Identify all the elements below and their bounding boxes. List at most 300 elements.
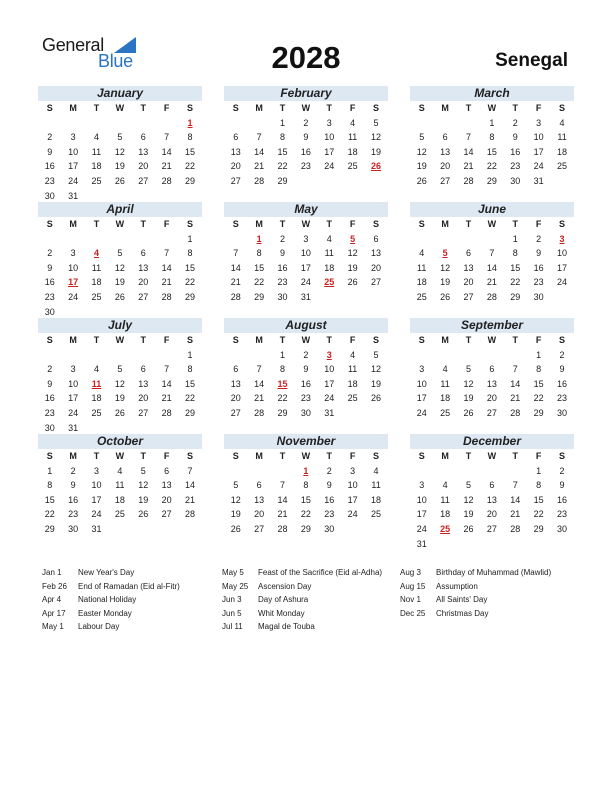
day-cell [410,348,433,363]
day-cell: 9 [326,480,332,491]
day-cell: 23 [44,175,55,186]
holiday-entry [222,580,382,594]
day-cell: 21 [161,393,172,404]
weekday-label: M [255,103,263,113]
holiday-day-cell: 1 [187,117,193,128]
day-cell [433,348,456,363]
month-june [410,202,574,305]
holiday-entry [222,620,382,634]
day-cell: 4 [117,465,123,476]
day-cell [480,348,503,363]
weekday-label: F [349,219,356,229]
holiday-entry [42,607,180,621]
day-cell: 13 [230,146,241,157]
day-cell: 30 [68,523,79,534]
day-cell: 5 [140,465,146,476]
day-cell: 14 [254,146,265,157]
day-cell [294,174,317,189]
day-cell: 20 [138,393,149,404]
day-cell [61,116,84,131]
day-cell [410,464,433,479]
weekday-label: T [279,335,286,345]
weekday-label: T [140,335,146,345]
day-cell [247,348,270,363]
day-cell: 27 [138,407,149,418]
day-cell: 14 [254,378,265,389]
weekday-label: M [441,219,449,229]
day-cell: 2 [559,349,565,360]
day-cell: 20 [440,161,451,172]
day-cell: 21 [510,393,521,404]
holiday-name: Ascension Day [258,581,312,591]
day-cell [550,290,573,305]
day-cell: 27 [138,175,149,186]
day-cell: 19 [347,262,358,273]
weekday-label: S [232,219,239,229]
day-cell [61,305,84,320]
day-cell: 18 [440,509,451,520]
year-title: 2028 [271,40,341,75]
weekday-label: M [69,219,77,229]
month-november [224,434,388,537]
day-cell: 2 [279,233,285,244]
weekday-label: F [535,103,542,113]
day-cell: 26 [371,393,382,404]
day-cell: 11 [347,132,358,143]
holiday-date: Apr 17 [42,608,66,618]
day-cell: 1 [47,465,53,476]
day-cell: 7 [279,480,285,491]
day-cell: 2 [47,132,53,143]
day-cell: 13 [138,378,149,389]
day-cell [480,232,503,247]
day-cell: 28 [254,407,265,418]
day-cell: 27 [463,291,474,302]
day-cell: 28 [510,523,521,534]
weekday-header-row [410,101,574,116]
day-cell: 7 [512,480,518,491]
week-row [224,493,388,508]
day-cell: 25 [91,291,102,302]
day-cell: 16 [533,262,544,273]
day-cell: 12 [440,262,451,273]
day-cell: 21 [277,509,288,520]
day-cell: 22 [510,277,521,288]
day-cell: 19 [138,494,149,505]
day-cell: 4 [442,364,448,375]
holiday-column [222,566,382,634]
day-cell: 14 [185,480,196,491]
weekday-label: F [535,335,542,345]
day-cell [132,421,155,436]
day-cell: 30 [533,291,544,302]
week-row [224,464,388,479]
day-cell [155,232,178,247]
day-cell: 11 [417,262,427,273]
weekday-label: S [232,335,239,345]
day-cell [341,406,364,421]
day-cell [108,348,131,363]
day-cell: 19 [230,509,241,520]
day-cell: 9 [559,480,565,491]
day-cell: 12 [230,494,241,505]
day-cell [85,421,108,436]
weekday-label: F [349,103,356,113]
day-cell: 17 [324,378,335,389]
weekday-label: F [163,219,170,229]
month-december [410,434,574,551]
day-cell: 27 [230,175,241,186]
day-cell: 2 [303,349,309,360]
day-cell: 8 [187,132,193,143]
day-cell: 17 [557,262,568,273]
week-row [38,189,202,204]
weekday-label: S [559,335,566,345]
day-cell: 10 [557,248,568,259]
week-row [410,116,574,131]
week-row [38,290,202,305]
day-cell: 4 [350,117,356,128]
holiday-entry [222,566,382,580]
day-cell: 19 [440,277,451,288]
day-cell: 18 [416,277,427,288]
day-cell: 28 [463,175,474,186]
month-july [38,318,202,435]
day-cell: 19 [463,393,474,404]
day-cell: 30 [324,523,335,534]
weekday-label: T [279,219,286,229]
day-cell: 14 [161,378,172,389]
day-cell: 29 [44,523,55,534]
day-cell: 18 [324,262,335,273]
week-row [410,130,574,145]
day-cell: 10 [324,364,335,375]
holiday-date: Nov 1 [400,595,421,604]
holiday-day-cell: 1 [256,233,262,244]
day-cell [38,116,61,131]
day-cell: 15 [510,262,521,273]
day-cell: 8 [256,248,262,259]
day-cell: 18 [91,277,102,288]
day-cell: 6 [256,480,262,491]
weekday-label: T [326,103,332,113]
day-cell: 23 [277,277,288,288]
day-cell: 2 [326,465,332,476]
month-october [38,434,202,537]
week-row [38,145,202,160]
day-cell: 8 [279,364,285,375]
day-cell [155,116,178,131]
day-cell: 1 [512,233,518,244]
week-row [38,464,202,479]
day-cell: 28 [510,407,521,418]
week-row [224,391,388,406]
day-cell: 24 [91,509,102,520]
day-cell: 23 [533,277,544,288]
day-cell: 12 [114,378,125,389]
holiday-day-cell: 25 [324,277,335,288]
day-cell [132,348,155,363]
day-cell: 11 [557,132,567,143]
day-cell: 1 [187,349,193,360]
day-cell: 11 [440,494,450,505]
day-cell: 9 [512,132,518,143]
week-row [410,290,574,305]
weekday-label: T [93,219,100,229]
day-cell [108,421,131,436]
day-cell: 23 [44,291,55,302]
day-cell: 3 [536,117,542,128]
weekday-label: S [187,335,194,345]
day-cell: 31 [68,422,79,433]
holiday-name: New Year's Day [78,568,135,577]
day-cell: 30 [44,190,55,201]
day-cell: 16 [324,494,335,505]
week-row [224,232,388,247]
day-cell: 18 [557,146,568,157]
day-cell: 30 [300,407,311,418]
weekday-label: T [465,335,472,345]
day-cell: 28 [161,407,172,418]
day-cell: 9 [70,480,76,491]
day-cell: 18 [114,494,125,505]
day-cell: 4 [559,117,565,128]
day-cell: 25 [347,161,358,172]
day-cell: 25 [91,175,102,186]
day-cell: 8 [47,480,53,491]
day-cell [433,537,456,552]
logo-text-blue: Blue [98,51,133,71]
day-cell: 21 [161,161,172,172]
week-row [410,348,574,363]
day-cell: 26 [416,175,427,186]
day-cell [108,305,131,320]
week-row [410,232,574,247]
day-cell: 21 [510,509,521,520]
day-cell: 5 [419,132,425,143]
day-cell: 10 [324,132,335,143]
day-cell: 15 [533,378,544,389]
day-cell: 7 [164,364,170,375]
holiday-day-cell: 11 [91,378,102,389]
day-cell: 8 [303,480,309,491]
day-cell: 17 [91,494,102,505]
day-cell: 16 [44,161,55,172]
day-cell: 13 [371,248,382,259]
weekday-label: T [93,451,100,461]
day-cell: 26 [114,175,125,186]
day-cell [178,189,201,204]
weekday-label: S [559,219,566,229]
weekday-label: W [487,103,497,113]
weekday-label: S [418,103,425,113]
day-cell: 21 [463,161,474,172]
day-cell: 15 [486,146,497,157]
weekday-label: M [441,451,449,461]
holiday-date: Feb 26 [42,581,67,591]
holiday-entry [400,566,551,580]
day-cell: 17 [324,146,335,157]
day-cell: 23 [300,393,311,404]
day-cell: 26 [114,407,125,418]
week-row [410,493,574,508]
weekday-label: T [512,335,518,345]
weekday-label: W [301,103,311,113]
day-cell: 22 [533,393,544,404]
day-cell: 21 [161,277,172,288]
holiday-name: Magal de Touba [258,622,315,631]
holiday-entry [400,607,551,621]
weekday-label: T [93,103,100,113]
day-cell: 6 [489,364,495,375]
day-cell [504,348,527,363]
holiday-day-cell: 17 [68,277,79,288]
day-cell: 14 [161,146,172,157]
day-cell [155,522,178,537]
day-cell: 1 [536,465,542,476]
day-cell: 13 [463,262,474,273]
holiday-name: All Saints' Day [436,595,488,604]
day-cell: 22 [185,393,196,404]
holiday-day-cell: 15 [277,378,288,389]
holiday-name: National Holiday [78,595,137,604]
holiday-day-cell: 25 [440,523,451,534]
day-cell: 10 [533,132,544,143]
day-cell: 8 [536,364,542,375]
day-cell: 22 [185,277,196,288]
day-cell [318,290,341,305]
holiday-entry [222,607,382,621]
weekday-label: T [512,103,518,113]
day-cell: 19 [463,509,474,520]
day-cell: 22 [185,161,196,172]
month-title: September [410,318,574,333]
week-row [38,478,202,493]
weekday-header-row [38,101,202,116]
day-cell: 21 [230,277,241,288]
day-cell [341,174,364,189]
weekday-label: M [69,451,77,461]
day-cell [132,116,155,131]
weekday-header-row [38,333,202,348]
day-cell: 12 [371,132,382,143]
holiday-date: Dec 25 [400,608,426,618]
day-cell: 10 [68,262,79,273]
day-cell: 13 [138,146,149,157]
day-cell: 26 [463,523,474,534]
day-cell: 10 [347,480,358,491]
day-cell: 25 [371,509,382,520]
day-cell: 29 [300,523,311,534]
day-cell: 3 [70,132,76,143]
day-cell [410,116,433,131]
day-cell [178,522,201,537]
day-cell: 3 [326,117,332,128]
month-title: August [224,318,388,333]
holiday-date: Apr 4 [42,595,62,604]
day-cell: 27 [254,523,265,534]
week-row [410,478,574,493]
day-cell: 23 [557,509,568,520]
day-cell: 22 [277,161,288,172]
day-cell [271,464,294,479]
day-cell: 16 [510,146,521,157]
day-cell: 30 [557,407,568,418]
day-cell: 24 [416,523,427,534]
day-cell [527,537,550,552]
month-title: May [224,202,388,217]
day-cell: 29 [185,291,196,302]
day-cell: 1 [187,233,193,244]
day-cell [108,189,131,204]
day-cell: 6 [233,132,239,143]
week-row [410,377,574,392]
day-cell [457,348,480,363]
day-cell: 10 [416,378,427,389]
day-cell: 21 [254,161,265,172]
day-cell: 23 [324,509,335,520]
week-row [410,522,574,537]
day-cell [38,348,61,363]
day-cell: 7 [256,132,262,143]
day-cell [364,174,387,189]
day-cell: 1 [489,117,495,128]
weekday-label: T [465,103,472,113]
day-cell [364,522,387,537]
day-cell [85,232,108,247]
holiday-column [42,566,180,634]
day-cell: 23 [557,393,568,404]
week-row [38,261,202,276]
weekday-label: T [465,451,472,461]
week-row [38,305,202,320]
week-row [224,362,388,377]
day-cell [457,537,480,552]
weekday-label: S [418,335,425,345]
day-cell [433,232,456,247]
month-may [224,202,388,305]
holiday-name: Labour Day [78,622,120,631]
day-cell [85,348,108,363]
day-cell: 15 [44,494,55,505]
day-cell: 30 [557,523,568,534]
week-row [224,275,388,290]
day-cell: 13 [486,494,497,505]
day-cell: 4 [350,349,356,360]
week-row [38,507,202,522]
day-cell: 15 [300,494,311,505]
day-cell: 20 [230,393,241,404]
day-cell: 25 [347,393,358,404]
day-cell: 3 [419,480,425,491]
day-cell: 3 [303,233,309,244]
month-august [224,318,388,421]
day-cell: 21 [254,393,265,404]
day-cell: 26 [440,291,451,302]
weekday-header-row [224,101,388,116]
week-row [410,406,574,421]
holiday-entry [222,593,382,607]
day-cell: 9 [536,248,542,259]
day-cell [457,232,480,247]
day-cell: 5 [465,480,471,491]
day-cell: 7 [489,248,495,259]
holiday-column [400,566,551,620]
day-cell: 15 [185,146,196,157]
week-row [38,116,202,131]
holiday-entry [42,593,180,607]
day-cell: 11 [371,480,381,491]
